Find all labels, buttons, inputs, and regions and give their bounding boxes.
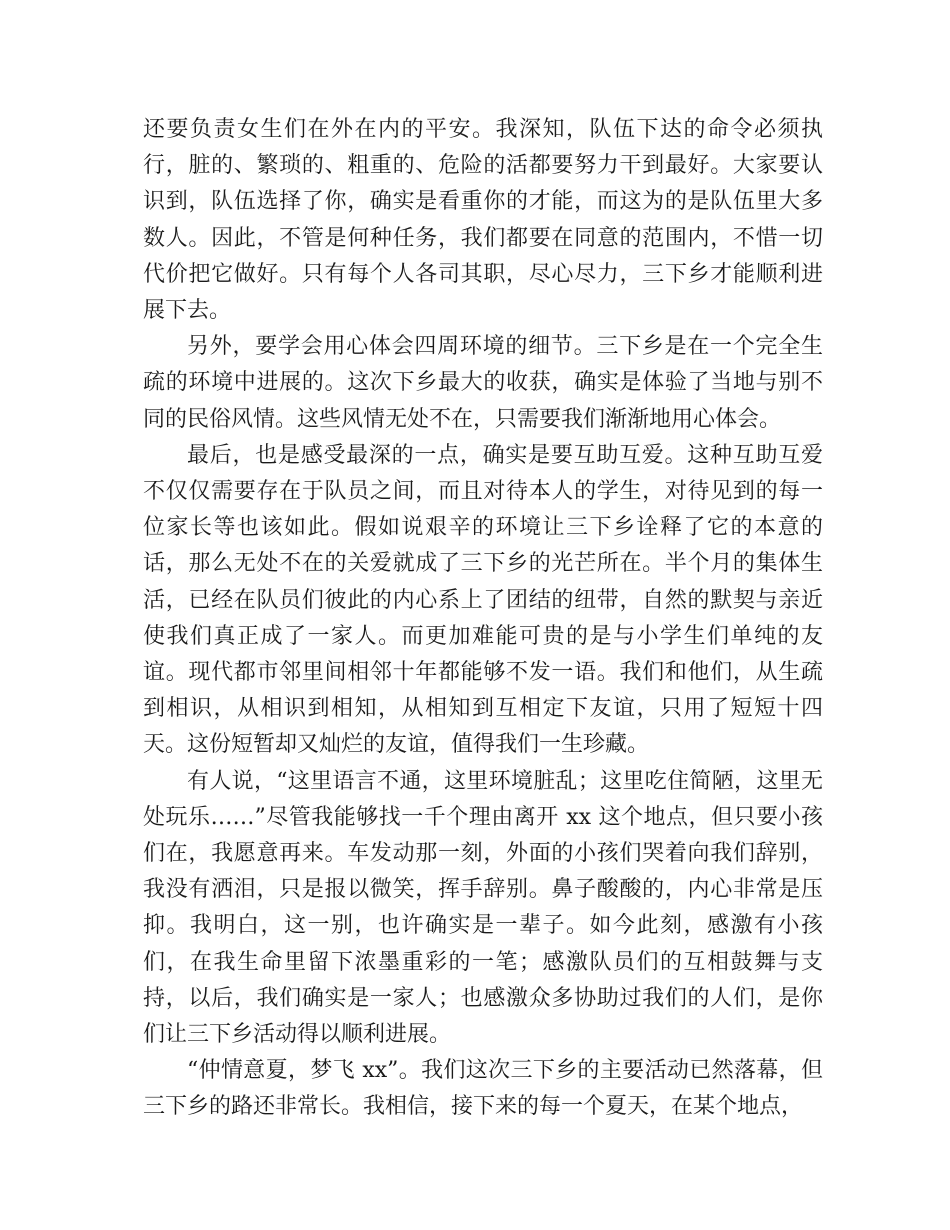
paragraph-continuation: 还要负责女生们在外在内的平安。我深知，队伍下达的命令必须执行，脏的、繁琐的、粗重的、危险的活都要努力干到最好。大家要认识到，队伍选择了你，确实是看重你的才能，而这为的是队伍里大多数人。因此，不管是何种任务，我们都要在同意的范围内，不惜一切代价把它做好。只有每个人各司其职，尽心尽力，三下乡才能顺利进展下去。	[143, 117, 823, 324]
body-text	[143, 112, 823, 1126]
paragraph-farewell: 有人说，“这里语言不通，这里环境脏乱；这里吃住简陋，这里无处玩乐……”尽管我能够找一千个理由离开 xx 这个地点，但只要小孩们在，我愿意再来。车发动那一刻，外面的小孩们哭着向我们辞别，我没有洒泪，只是报以微笑，挥手辞别。鼻子酸酸的，内心非常是压抑。我明白，这一别，也许确实是一辈子。如今此刻，感激有小孩们，在我生命里留下浓墨重彩的一笔；感激队员们的互相鼓舞与支持，以后，我们确实是一家人；也感激众多协助过我们的人们，是你们让三下乡活动得以顺利进展。	[143, 768, 823, 1048]
paragraph-closing: “仲情意夏，梦飞 xx”。我们这次三下乡的主要活动已然落幕，但三下乡的路还非常长。我相信，接下来的每一个夏天，在某个地点，	[143, 1058, 823, 1120]
paragraph-mutual-help: 最后，也是感受最深的一点，确实是要互助互爱。这种互助互爱不仅仅需要存在于队员之间，而且对待本人的学生，对待见到的每一位家长等也该如此。假如说艰辛的环境让三下乡诠释了它的本意的话，那么无处不在的关爱就成了三下乡的光芒所在。半个月的集体生活，已经在队员们彼此的内心系上了团结的纽带，自然的默契与亲近使我们真正成了一家人。而更加难能可贵的是与小学生们单纯的友谊。现代都市邻里间相邻十年都能够不发一语。我们和他们，从生疏到相识，从相识到相知，从相知到互相定下友谊，只用了短短十四天。这份短暂却又灿烂的友谊，值得我们一生珍藏。	[143, 442, 823, 758]
paragraph-environment: 另外，要学会用心体会四周环境的细节。三下乡是在一个完全生疏的环境中进展的。这次下乡最大的收获，确实是体验了当地与别不同的民俗风情。这些风情无处不在，只需要我们渐渐地用心体会。	[143, 334, 823, 432]
